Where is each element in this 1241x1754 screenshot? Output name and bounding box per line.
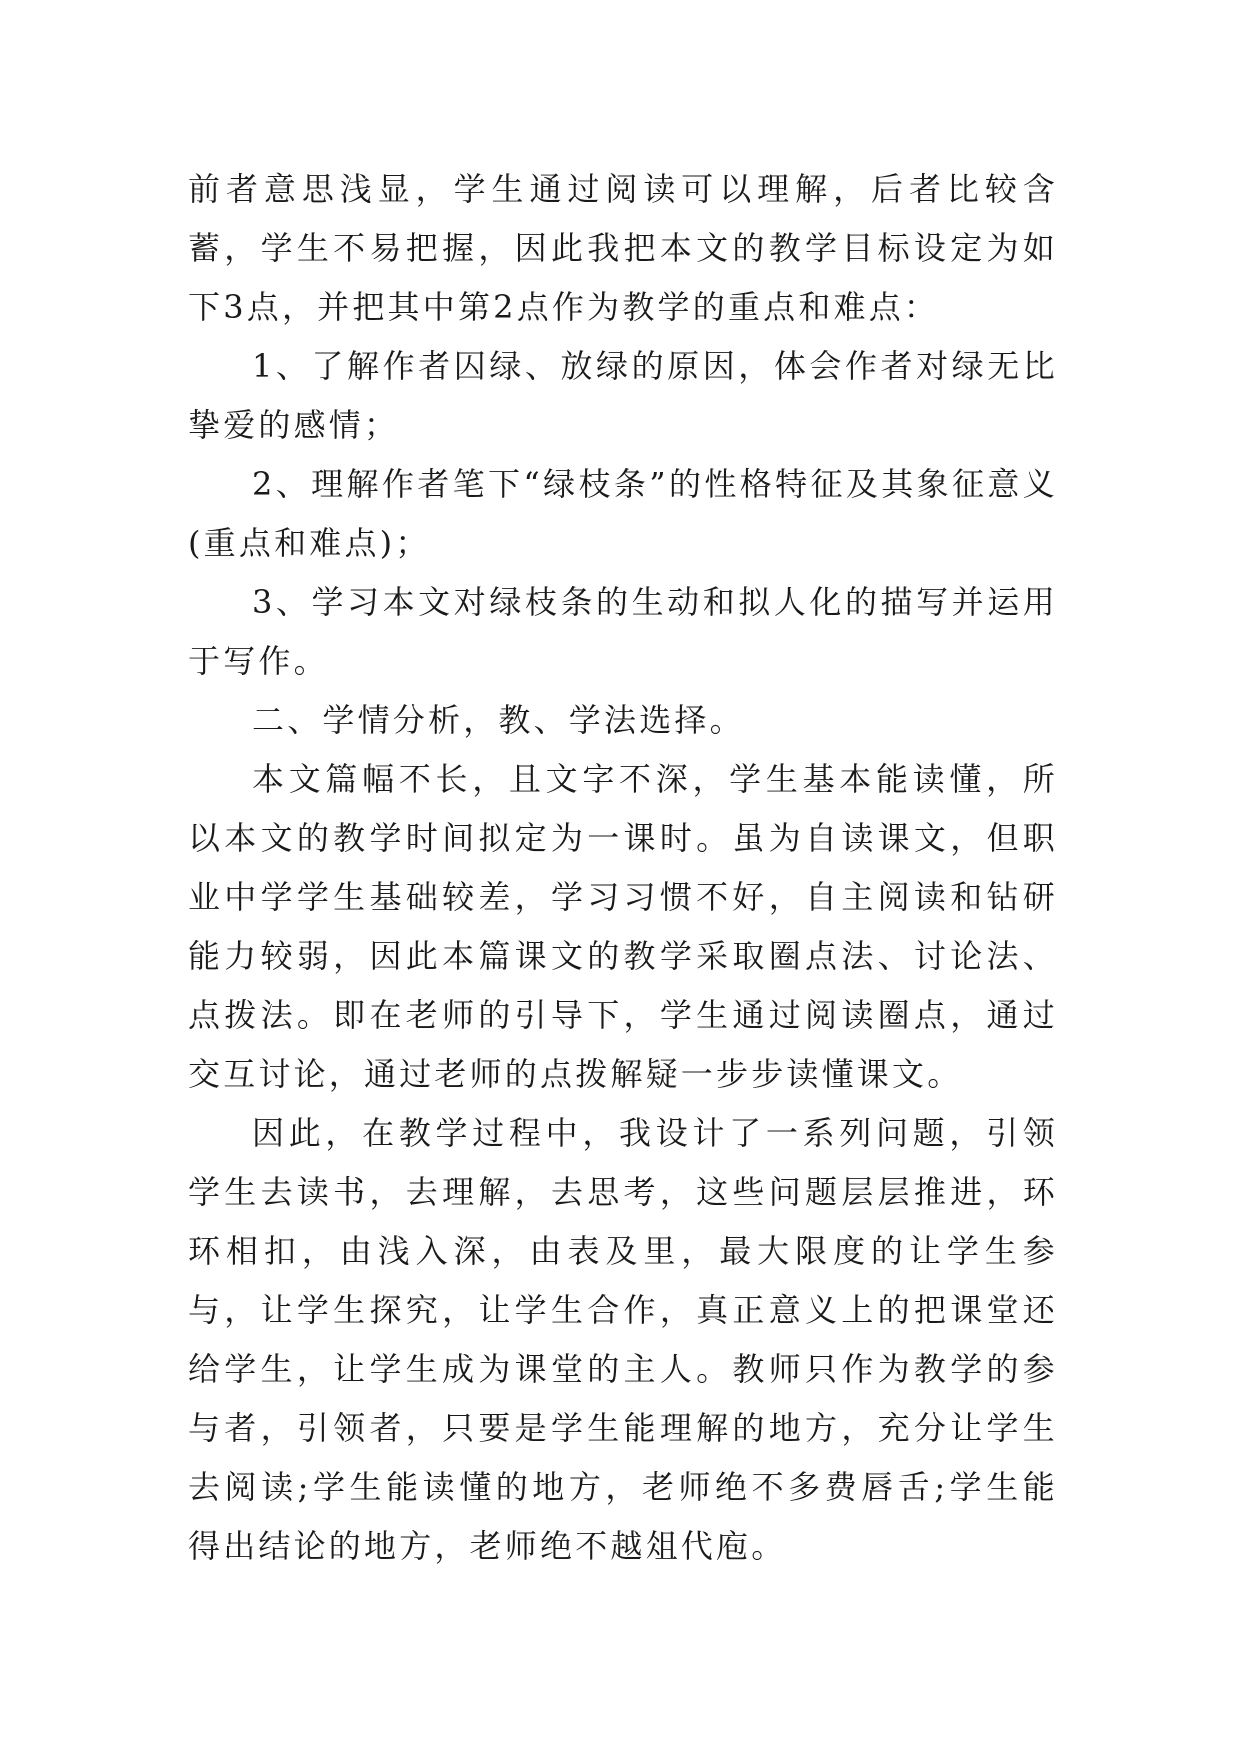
paragraph-teaching-method: 本文篇幅不长，且文字不深，学生基本能读懂，所以本文的教学时间拟定为一课时。虽为自读课文，但职业中学学生基础较差，学习习惯不好，自主阅读和钻研能力较弱，因此本篇课文的教学采取圈点法、讨论法、点拨法。即在老师的引导下，学生通过阅读圈点，通过交互讨论，通过老师的点拨解疑一步步读懂课文。	[188, 760, 1058, 1093]
paragraph-teaching-goals-intro: 前者意思浅显，学生通过阅读可以理解，后者比较含蓄，学生不易把握，因此我把本文的教学目标设定为如下3点，并把其中第2点作为教学的重点和难点：	[188, 170, 1058, 326]
paragraph-goal-1: 1、了解作者囚绿、放绿的原因，体会作者对绿无比挚爱的感情；	[188, 347, 1058, 444]
paragraph-goal-3: 3、学习本文对绿枝条的生动和拟人化的描写并运用于写作。	[188, 583, 1058, 680]
document-body	[188, 160, 1058, 1576]
paragraph-teaching-process: 因此，在教学过程中，我设计了一系列问题，引领学生去读书，去理解，去思考，这些问题层层推进，环环相扣，由浅入深，由表及里，最大限度的让学生参与，让学生探究，让学生合作，真正意义上的把课堂还给学生，让学生成为课堂的主人。教师只作为教学的参与者，引领者，只要是学生能理解的地方，充分让学生去阅读;学生能读懂的地方，老师绝不多费唇舌;学生能得出结论的地方，老师绝不越俎代庖。	[188, 1114, 1058, 1565]
section-heading-learning-analysis: 二、学情分析，教、学法选择。	[252, 701, 745, 739]
paragraph-goal-2: 2、理解作者笔下“绿枝条”的性格特征及其象征意义(重点和难点)；	[188, 465, 1058, 562]
